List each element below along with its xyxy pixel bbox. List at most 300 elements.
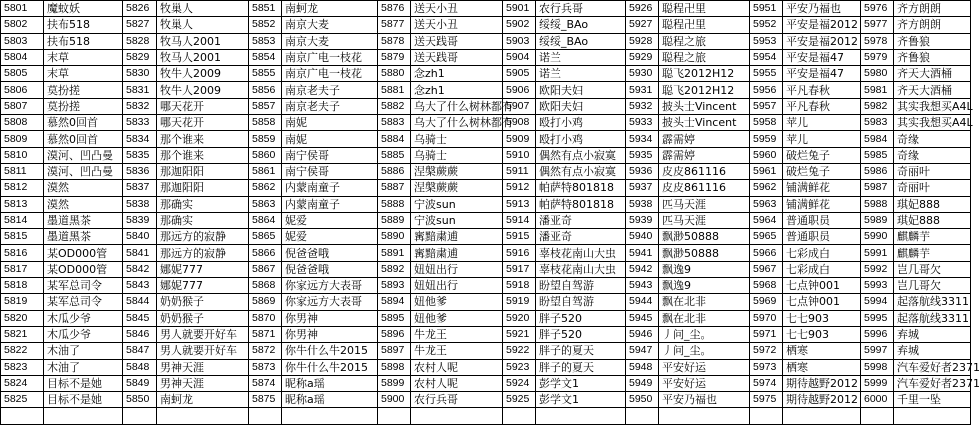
id-cell[interactable]: 5870 bbox=[249, 310, 282, 326]
name-cell[interactable]: 奶奶猴子 bbox=[157, 310, 249, 326]
name-cell[interactable]: 牧巢人 bbox=[157, 17, 249, 33]
id-cell[interactable]: 5890 bbox=[378, 229, 411, 245]
name-cell[interactable]: 盼望自驾游 bbox=[536, 294, 626, 310]
name-cell[interactable]: 妞他爹 bbox=[411, 310, 503, 326]
id-cell[interactable]: 5996 bbox=[861, 326, 894, 342]
id-cell[interactable]: 5944 bbox=[626, 294, 659, 310]
id-cell[interactable]: 5895 bbox=[378, 310, 411, 326]
id-cell[interactable]: 5953 bbox=[750, 33, 783, 49]
name-cell[interactable]: 昵称a瑶 bbox=[282, 392, 378, 408]
name-cell[interactable]: 那个谁来 bbox=[157, 131, 249, 147]
id-cell[interactable]: 5816 bbox=[1, 245, 44, 261]
name-cell[interactable]: 七七903 bbox=[783, 326, 861, 342]
id-cell[interactable]: 5972 bbox=[750, 343, 783, 359]
name-cell[interactable]: 男人就要开好车 bbox=[157, 326, 249, 342]
id-cell[interactable]: 5905 bbox=[503, 66, 536, 82]
name-cell[interactable]: 皮皮861116 bbox=[659, 163, 750, 179]
id-cell[interactable]: 5841 bbox=[123, 245, 157, 261]
id-cell[interactable]: 5815 bbox=[1, 229, 44, 245]
id-cell[interactable]: 5801 bbox=[1, 1, 44, 17]
id-cell[interactable]: 5884 bbox=[378, 131, 411, 147]
id-cell[interactable]: 5873 bbox=[249, 359, 282, 375]
id-cell[interactable]: 5863 bbox=[249, 196, 282, 212]
name-cell[interactable]: 辜枝花南山大虫 bbox=[536, 245, 626, 261]
name-cell[interactable]: 奇缘 bbox=[894, 131, 971, 147]
id-cell[interactable]: 5922 bbox=[503, 343, 536, 359]
name-cell[interactable]: 齐鲁狼 bbox=[894, 33, 971, 49]
id-cell[interactable]: 5975 bbox=[750, 392, 783, 408]
name-cell[interactable]: 那远方的寂静 bbox=[157, 229, 249, 245]
id-cell[interactable]: 5936 bbox=[626, 163, 659, 179]
id-cell[interactable]: 5973 bbox=[750, 359, 783, 375]
id-cell[interactable]: 5958 bbox=[750, 115, 783, 131]
name-cell[interactable]: 岂几哥欠 bbox=[894, 278, 971, 294]
name-cell[interactable]: 末草 bbox=[44, 66, 123, 82]
name-cell[interactable]: 聪程之旅 bbox=[659, 49, 750, 65]
id-cell[interactable]: 5819 bbox=[1, 294, 44, 310]
name-cell[interactable]: 木瓜少爷 bbox=[44, 310, 123, 326]
id-cell[interactable]: 5937 bbox=[626, 180, 659, 196]
name-cell[interactable]: 聪程卍里 bbox=[659, 17, 750, 33]
name-cell[interactable]: 内蒙南童子 bbox=[282, 180, 378, 196]
id-cell[interactable]: 5939 bbox=[626, 212, 659, 228]
name-cell[interactable]: 胖子的夏天 bbox=[536, 343, 626, 359]
id-cell[interactable]: 5952 bbox=[750, 17, 783, 33]
id-cell[interactable]: 5836 bbox=[123, 163, 157, 179]
name-cell[interactable]: 那迦阳阳 bbox=[157, 163, 249, 179]
id-cell[interactable] bbox=[861, 408, 894, 424]
name-cell[interactable]: 破烂兔子 bbox=[783, 147, 861, 163]
name-cell[interactable]: 聪程之旅 bbox=[659, 33, 750, 49]
id-cell[interactable]: 5878 bbox=[378, 33, 411, 49]
name-cell[interactable] bbox=[44, 408, 123, 424]
name-cell[interactable]: 帕萨特801818 bbox=[536, 180, 626, 196]
name-cell[interactable]: 齐天大酒桶 bbox=[894, 66, 971, 82]
id-cell[interactable] bbox=[503, 408, 536, 424]
id-cell[interactable]: 5992 bbox=[861, 261, 894, 277]
id-cell[interactable]: 5947 bbox=[626, 343, 659, 359]
name-cell[interactable]: 丿问_尘。 bbox=[659, 343, 750, 359]
id-cell[interactable]: 5961 bbox=[750, 163, 783, 179]
id-cell[interactable]: 5904 bbox=[503, 49, 536, 65]
name-cell[interactable]: 南京广电一枝花 bbox=[282, 49, 378, 65]
name-cell[interactable]: 潘亚奇 bbox=[536, 212, 626, 228]
id-cell[interactable]: 5968 bbox=[750, 278, 783, 294]
name-cell[interactable]: 妮爱 bbox=[282, 229, 378, 245]
id-cell[interactable]: 5842 bbox=[123, 261, 157, 277]
name-cell[interactable]: 潘亚奇 bbox=[536, 229, 626, 245]
id-cell[interactable]: 5844 bbox=[123, 294, 157, 310]
id-cell[interactable]: 5982 bbox=[861, 98, 894, 114]
name-cell[interactable]: 南蚵龙 bbox=[282, 1, 378, 17]
name-cell[interactable]: 飘在北非 bbox=[659, 294, 750, 310]
id-cell[interactable]: 5943 bbox=[626, 278, 659, 294]
name-cell[interactable]: 那迦阳阳 bbox=[157, 180, 249, 196]
name-cell[interactable]: 七彩成白 bbox=[783, 245, 861, 261]
id-cell[interactable]: 5950 bbox=[626, 392, 659, 408]
name-cell[interactable]: 慕然0回首 bbox=[44, 115, 123, 131]
id-cell[interactable]: 5822 bbox=[1, 343, 44, 359]
id-cell[interactable]: 5840 bbox=[123, 229, 157, 245]
name-cell[interactable]: 牛龙王 bbox=[411, 326, 503, 342]
id-cell[interactable]: 5900 bbox=[378, 392, 411, 408]
id-cell[interactable]: 5954 bbox=[750, 49, 783, 65]
name-cell[interactable]: 涅槃蕨蕨 bbox=[411, 163, 503, 179]
name-cell[interactable]: 其实我想买A4L bbox=[894, 115, 971, 131]
id-cell[interactable]: 5977 bbox=[861, 17, 894, 33]
name-cell[interactable]: 胖子520 bbox=[536, 310, 626, 326]
id-cell[interactable]: 5898 bbox=[378, 359, 411, 375]
name-cell[interactable]: 胖子的夏天 bbox=[536, 359, 626, 375]
id-cell[interactable]: 5872 bbox=[249, 343, 282, 359]
id-cell[interactable]: 5829 bbox=[123, 49, 157, 65]
id-cell[interactable]: 5806 bbox=[1, 82, 44, 98]
id-cell[interactable]: 5980 bbox=[861, 66, 894, 82]
id-cell[interactable]: 5994 bbox=[861, 294, 894, 310]
id-cell[interactable]: 5912 bbox=[503, 180, 536, 196]
name-cell[interactable]: 某军总司令 bbox=[44, 294, 123, 310]
name-cell[interactable]: 殴打小鸡 bbox=[536, 115, 626, 131]
name-cell[interactable]: 牧巢人 bbox=[157, 1, 249, 17]
name-cell[interactable]: 牧牛人2009 bbox=[157, 82, 249, 98]
name-cell[interactable]: 弃城 bbox=[894, 326, 971, 342]
name-cell[interactable]: 念zh1 bbox=[411, 82, 503, 98]
id-cell[interactable]: 5811 bbox=[1, 163, 44, 179]
id-cell[interactable]: 5917 bbox=[503, 261, 536, 277]
name-cell[interactable]: 胖子520 bbox=[536, 326, 626, 342]
name-cell[interactable]: 铺满鲜花 bbox=[783, 180, 861, 196]
name-cell[interactable]: 普通职员 bbox=[783, 212, 861, 228]
name-cell[interactable]: 七彩成白 bbox=[783, 261, 861, 277]
name-cell[interactable]: 南蚵龙 bbox=[157, 392, 249, 408]
name-cell[interactable]: 飘逸9 bbox=[659, 278, 750, 294]
id-cell[interactable]: 5901 bbox=[503, 1, 536, 17]
name-cell[interactable] bbox=[783, 408, 861, 424]
name-cell[interactable]: 末草 bbox=[44, 49, 123, 65]
name-cell[interactable]: 墨道黑茶 bbox=[44, 229, 123, 245]
id-cell[interactable]: 5812 bbox=[1, 180, 44, 196]
name-cell[interactable]: 男神天涯 bbox=[157, 375, 249, 391]
name-cell[interactable]: 男神天涯 bbox=[157, 359, 249, 375]
id-cell[interactable]: 5875 bbox=[249, 392, 282, 408]
id-cell[interactable]: 5908 bbox=[503, 115, 536, 131]
name-cell[interactable]: 千里一坠 bbox=[894, 392, 971, 408]
id-cell[interactable]: 5834 bbox=[123, 131, 157, 147]
id-cell[interactable]: 5929 bbox=[626, 49, 659, 65]
id-cell[interactable]: 5914 bbox=[503, 212, 536, 228]
name-cell[interactable] bbox=[411, 408, 503, 424]
name-cell[interactable]: 牛龙王 bbox=[411, 343, 503, 359]
id-cell[interactable]: 5893 bbox=[378, 278, 411, 294]
id-cell[interactable]: 5838 bbox=[123, 196, 157, 212]
name-cell[interactable]: 送天践哥 bbox=[411, 49, 503, 65]
name-cell[interactable]: 寗黯粛逋 bbox=[411, 229, 503, 245]
id-cell[interactable]: 5857 bbox=[249, 98, 282, 114]
id-cell[interactable]: 5877 bbox=[378, 17, 411, 33]
name-cell[interactable] bbox=[894, 408, 971, 424]
name-cell[interactable]: 扶布518 bbox=[44, 33, 123, 49]
name-cell[interactable]: 霹需婷 bbox=[659, 147, 750, 163]
id-cell[interactable]: 5916 bbox=[503, 245, 536, 261]
name-cell[interactable]: 南京广电一枝花 bbox=[282, 66, 378, 82]
id-cell[interactable]: 5824 bbox=[1, 375, 44, 391]
id-cell[interactable]: 5818 bbox=[1, 278, 44, 294]
id-cell[interactable]: 5835 bbox=[123, 147, 157, 163]
id-cell[interactable]: 5869 bbox=[249, 294, 282, 310]
name-cell[interactable]: 慕然0回首 bbox=[44, 131, 123, 147]
name-cell[interactable]: 汽车爱好者2371 bbox=[894, 359, 971, 375]
name-cell[interactable]: 飘渺50888 bbox=[659, 245, 750, 261]
id-cell[interactable]: 5921 bbox=[503, 326, 536, 342]
id-cell[interactable]: 5988 bbox=[861, 196, 894, 212]
id-cell[interactable]: 5864 bbox=[249, 212, 282, 228]
id-cell[interactable]: 5805 bbox=[1, 66, 44, 82]
name-cell[interactable]: 漠然 bbox=[44, 196, 123, 212]
name-cell[interactable]: 那远方的寂静 bbox=[157, 245, 249, 261]
id-cell[interactable]: 5845 bbox=[123, 310, 157, 326]
name-cell[interactable]: 某OD000管 bbox=[44, 261, 123, 277]
id-cell[interactable]: 5911 bbox=[503, 163, 536, 179]
id-cell[interactable]: 5883 bbox=[378, 115, 411, 131]
id-cell[interactable]: 5826 bbox=[123, 1, 157, 17]
name-cell[interactable]: 莫扮搓 bbox=[44, 82, 123, 98]
id-cell[interactable]: 5957 bbox=[750, 98, 783, 114]
name-cell[interactable]: 那个谁来 bbox=[157, 147, 249, 163]
id-cell[interactable]: 5969 bbox=[750, 294, 783, 310]
id-cell[interactable]: 5997 bbox=[861, 343, 894, 359]
name-cell[interactable]: 农行兵哥 bbox=[411, 392, 503, 408]
name-cell[interactable]: 欧阳夫妇 bbox=[536, 98, 626, 114]
name-cell[interactable]: 乌大了什么树林都有 bbox=[411, 98, 503, 114]
id-cell[interactable]: 5889 bbox=[378, 212, 411, 228]
id-cell[interactable]: 5832 bbox=[123, 98, 157, 114]
name-cell[interactable]: 苹儿 bbox=[783, 115, 861, 131]
name-cell[interactable]: 木油了 bbox=[44, 343, 123, 359]
name-cell[interactable]: 齐方朗朗 bbox=[894, 17, 971, 33]
name-cell[interactable]: 南妮 bbox=[282, 115, 378, 131]
id-cell[interactable]: 5803 bbox=[1, 33, 44, 49]
name-cell[interactable]: 弃城 bbox=[894, 343, 971, 359]
name-cell[interactable]: 平安好运 bbox=[659, 359, 750, 375]
name-cell[interactable]: 齐方朗朗 bbox=[894, 1, 971, 17]
name-cell[interactable]: 农行兵哥 bbox=[536, 1, 626, 17]
name-cell[interactable]: 木瓜少爷 bbox=[44, 326, 123, 342]
name-cell[interactable]: 绥绥_BAo bbox=[536, 33, 626, 49]
name-cell[interactable]: 起落航线3311 bbox=[894, 294, 971, 310]
id-cell[interactable]: 5881 bbox=[378, 82, 411, 98]
id-cell[interactable]: 5959 bbox=[750, 131, 783, 147]
id-cell[interactable]: 5821 bbox=[1, 326, 44, 342]
id-cell[interactable]: 5849 bbox=[123, 375, 157, 391]
name-cell[interactable]: 普通职员 bbox=[783, 229, 861, 245]
name-cell[interactable]: 墨道黑茶 bbox=[44, 212, 123, 228]
id-cell[interactable]: 5915 bbox=[503, 229, 536, 245]
name-cell[interactable]: 倪爸爸哦 bbox=[282, 245, 378, 261]
name-cell[interactable]: 那确实 bbox=[157, 196, 249, 212]
id-cell[interactable]: 5880 bbox=[378, 66, 411, 82]
id-cell[interactable]: 5837 bbox=[123, 180, 157, 196]
name-cell[interactable]: 盼望自驾游 bbox=[536, 278, 626, 294]
id-cell[interactable]: 5850 bbox=[123, 392, 157, 408]
name-cell[interactable]: 聪程卍里 bbox=[659, 1, 750, 17]
id-cell[interactable]: 5979 bbox=[861, 49, 894, 65]
id-cell[interactable]: 5848 bbox=[123, 359, 157, 375]
name-cell[interactable] bbox=[659, 408, 750, 424]
id-cell[interactable]: 5833 bbox=[123, 115, 157, 131]
id-cell[interactable]: 5945 bbox=[626, 310, 659, 326]
name-cell[interactable]: 七点钟001 bbox=[783, 294, 861, 310]
id-cell[interactable]: 5830 bbox=[123, 66, 157, 82]
name-cell[interactable]: 南京大麦 bbox=[282, 33, 378, 49]
name-cell[interactable]: 牧马人2001 bbox=[157, 33, 249, 49]
id-cell[interactable]: 5999 bbox=[861, 375, 894, 391]
name-cell[interactable]: 你男神 bbox=[282, 310, 378, 326]
id-cell[interactable]: 6000 bbox=[861, 392, 894, 408]
id-cell[interactable]: 5918 bbox=[503, 278, 536, 294]
name-cell[interactable]: 殴打小鸡 bbox=[536, 131, 626, 147]
name-cell[interactable] bbox=[282, 408, 378, 424]
name-cell[interactable]: 岂几哥欠 bbox=[894, 261, 971, 277]
id-cell[interactable]: 5808 bbox=[1, 115, 44, 131]
id-cell[interactable]: 5998 bbox=[861, 359, 894, 375]
id-cell[interactable]: 5941 bbox=[626, 245, 659, 261]
name-cell[interactable]: 平凡春秋 bbox=[783, 98, 861, 114]
name-cell[interactable]: 牧马人2001 bbox=[157, 49, 249, 65]
name-cell[interactable]: 南京老夫子 bbox=[282, 82, 378, 98]
id-cell[interactable]: 5942 bbox=[626, 261, 659, 277]
name-cell[interactable]: 送天践哥 bbox=[411, 33, 503, 49]
name-cell[interactable]: 魔蚊妖 bbox=[44, 1, 123, 17]
id-cell[interactable]: 5874 bbox=[249, 375, 282, 391]
name-cell[interactable]: 男人就要开好车 bbox=[157, 343, 249, 359]
id-cell[interactable]: 5948 bbox=[626, 359, 659, 375]
name-cell[interactable]: 琪妃888 bbox=[894, 196, 971, 212]
id-cell[interactable]: 5987 bbox=[861, 180, 894, 196]
id-cell[interactable]: 5846 bbox=[123, 326, 157, 342]
id-cell[interactable]: 5933 bbox=[626, 115, 659, 131]
name-cell[interactable]: 披头士Vincent bbox=[659, 98, 750, 114]
id-cell[interactable] bbox=[123, 408, 157, 424]
name-cell[interactable]: 辜枝花南山大虫 bbox=[536, 261, 626, 277]
id-cell[interactable]: 5926 bbox=[626, 1, 659, 17]
id-cell[interactable]: 5839 bbox=[123, 212, 157, 228]
id-cell[interactable]: 5960 bbox=[750, 147, 783, 163]
id-cell[interactable]: 5935 bbox=[626, 147, 659, 163]
name-cell[interactable]: 南宁侯哥 bbox=[282, 163, 378, 179]
name-cell[interactable]: 七点钟001 bbox=[783, 278, 861, 294]
id-cell[interactable]: 5906 bbox=[503, 82, 536, 98]
name-cell[interactable]: 送天小丑 bbox=[411, 17, 503, 33]
name-cell[interactable]: 彭学文1 bbox=[536, 392, 626, 408]
id-cell[interactable]: 5814 bbox=[1, 212, 44, 228]
name-cell[interactable]: 农村人呢 bbox=[411, 359, 503, 375]
name-cell[interactable]: 宁波sun bbox=[411, 212, 503, 228]
id-cell[interactable]: 5974 bbox=[750, 375, 783, 391]
name-cell[interactable]: 某军总司令 bbox=[44, 278, 123, 294]
name-cell[interactable]: 平凡春秋 bbox=[783, 82, 861, 98]
name-cell[interactable]: 木油了 bbox=[44, 359, 123, 375]
id-cell[interactable]: 5919 bbox=[503, 294, 536, 310]
id-cell[interactable]: 5924 bbox=[503, 375, 536, 391]
id-cell[interactable] bbox=[378, 408, 411, 424]
id-cell[interactable]: 5991 bbox=[861, 245, 894, 261]
id-cell[interactable]: 5932 bbox=[626, 98, 659, 114]
name-cell[interactable]: 齐天大酒桶 bbox=[894, 82, 971, 98]
name-cell[interactable]: 你男神 bbox=[282, 326, 378, 342]
name-cell[interactable]: 飘在北非 bbox=[659, 310, 750, 326]
id-cell[interactable]: 5956 bbox=[750, 82, 783, 98]
id-cell[interactable]: 5909 bbox=[503, 131, 536, 147]
name-cell[interactable]: 平安乃福也 bbox=[783, 1, 861, 17]
name-cell[interactable]: 霹需婷 bbox=[659, 131, 750, 147]
name-cell[interactable]: 你家远方大表哥 bbox=[282, 294, 378, 310]
name-cell[interactable]: 栖寒 bbox=[783, 343, 861, 359]
name-cell[interactable]: 目标不是她 bbox=[44, 392, 123, 408]
id-cell[interactable]: 5851 bbox=[249, 1, 282, 17]
id-cell[interactable]: 5899 bbox=[378, 375, 411, 391]
name-cell[interactable]: 齐鲁狼 bbox=[894, 49, 971, 65]
name-cell[interactable]: 诺兰 bbox=[536, 66, 626, 82]
name-cell[interactable]: 娜妮777 bbox=[157, 261, 249, 277]
id-cell[interactable]: 5886 bbox=[378, 163, 411, 179]
id-cell[interactable]: 5823 bbox=[1, 359, 44, 375]
id-cell[interactable]: 5970 bbox=[750, 310, 783, 326]
name-cell[interactable]: 期待越野2012 bbox=[783, 392, 861, 408]
id-cell[interactable]: 5963 bbox=[750, 196, 783, 212]
name-cell[interactable]: 莫扮搓 bbox=[44, 98, 123, 114]
id-cell[interactable]: 5976 bbox=[861, 1, 894, 17]
id-cell[interactable]: 5852 bbox=[249, 17, 282, 33]
name-cell[interactable]: 寗黯粛逋 bbox=[411, 245, 503, 261]
name-cell[interactable]: 聪飞2012H12 bbox=[659, 82, 750, 98]
id-cell[interactable]: 5985 bbox=[861, 147, 894, 163]
id-cell[interactable]: 5882 bbox=[378, 98, 411, 114]
id-cell[interactable]: 5879 bbox=[378, 49, 411, 65]
id-cell[interactable]: 5859 bbox=[249, 131, 282, 147]
name-cell[interactable]: 苹儿 bbox=[783, 131, 861, 147]
name-cell[interactable]: 内蒙南童子 bbox=[282, 196, 378, 212]
name-cell[interactable]: 绥绥_BAo bbox=[536, 17, 626, 33]
id-cell[interactable] bbox=[750, 408, 783, 424]
name-cell[interactable]: 期待越野2012 bbox=[783, 375, 861, 391]
id-cell[interactable]: 5896 bbox=[378, 326, 411, 342]
id-cell[interactable]: 5990 bbox=[861, 229, 894, 245]
id-cell[interactable]: 5930 bbox=[626, 66, 659, 82]
id-cell[interactable]: 5964 bbox=[750, 212, 783, 228]
name-cell[interactable]: 哪天花开 bbox=[157, 98, 249, 114]
id-cell[interactable]: 5928 bbox=[626, 33, 659, 49]
id-cell[interactable]: 5910 bbox=[503, 147, 536, 163]
id-cell[interactable]: 5981 bbox=[861, 82, 894, 98]
id-cell[interactable] bbox=[249, 408, 282, 424]
id-cell[interactable]: 5989 bbox=[861, 212, 894, 228]
id-cell[interactable]: 5876 bbox=[378, 1, 411, 17]
id-cell[interactable]: 5897 bbox=[378, 343, 411, 359]
name-cell[interactable]: 其实我想买A4L bbox=[894, 98, 971, 114]
id-cell[interactable]: 5828 bbox=[123, 33, 157, 49]
id-cell[interactable]: 5927 bbox=[626, 17, 659, 33]
id-cell[interactable]: 5962 bbox=[750, 180, 783, 196]
name-cell[interactable]: 飘渺50888 bbox=[659, 229, 750, 245]
name-cell[interactable]: 倪爸爸哦 bbox=[282, 261, 378, 277]
name-cell[interactable]: 飘逸9 bbox=[659, 261, 750, 277]
name-cell[interactable]: 那确实 bbox=[157, 212, 249, 228]
id-cell[interactable]: 5978 bbox=[861, 33, 894, 49]
id-cell[interactable]: 5934 bbox=[626, 131, 659, 147]
id-cell[interactable]: 5983 bbox=[861, 115, 894, 131]
id-cell[interactable]: 5813 bbox=[1, 196, 44, 212]
id-cell[interactable]: 5858 bbox=[249, 115, 282, 131]
